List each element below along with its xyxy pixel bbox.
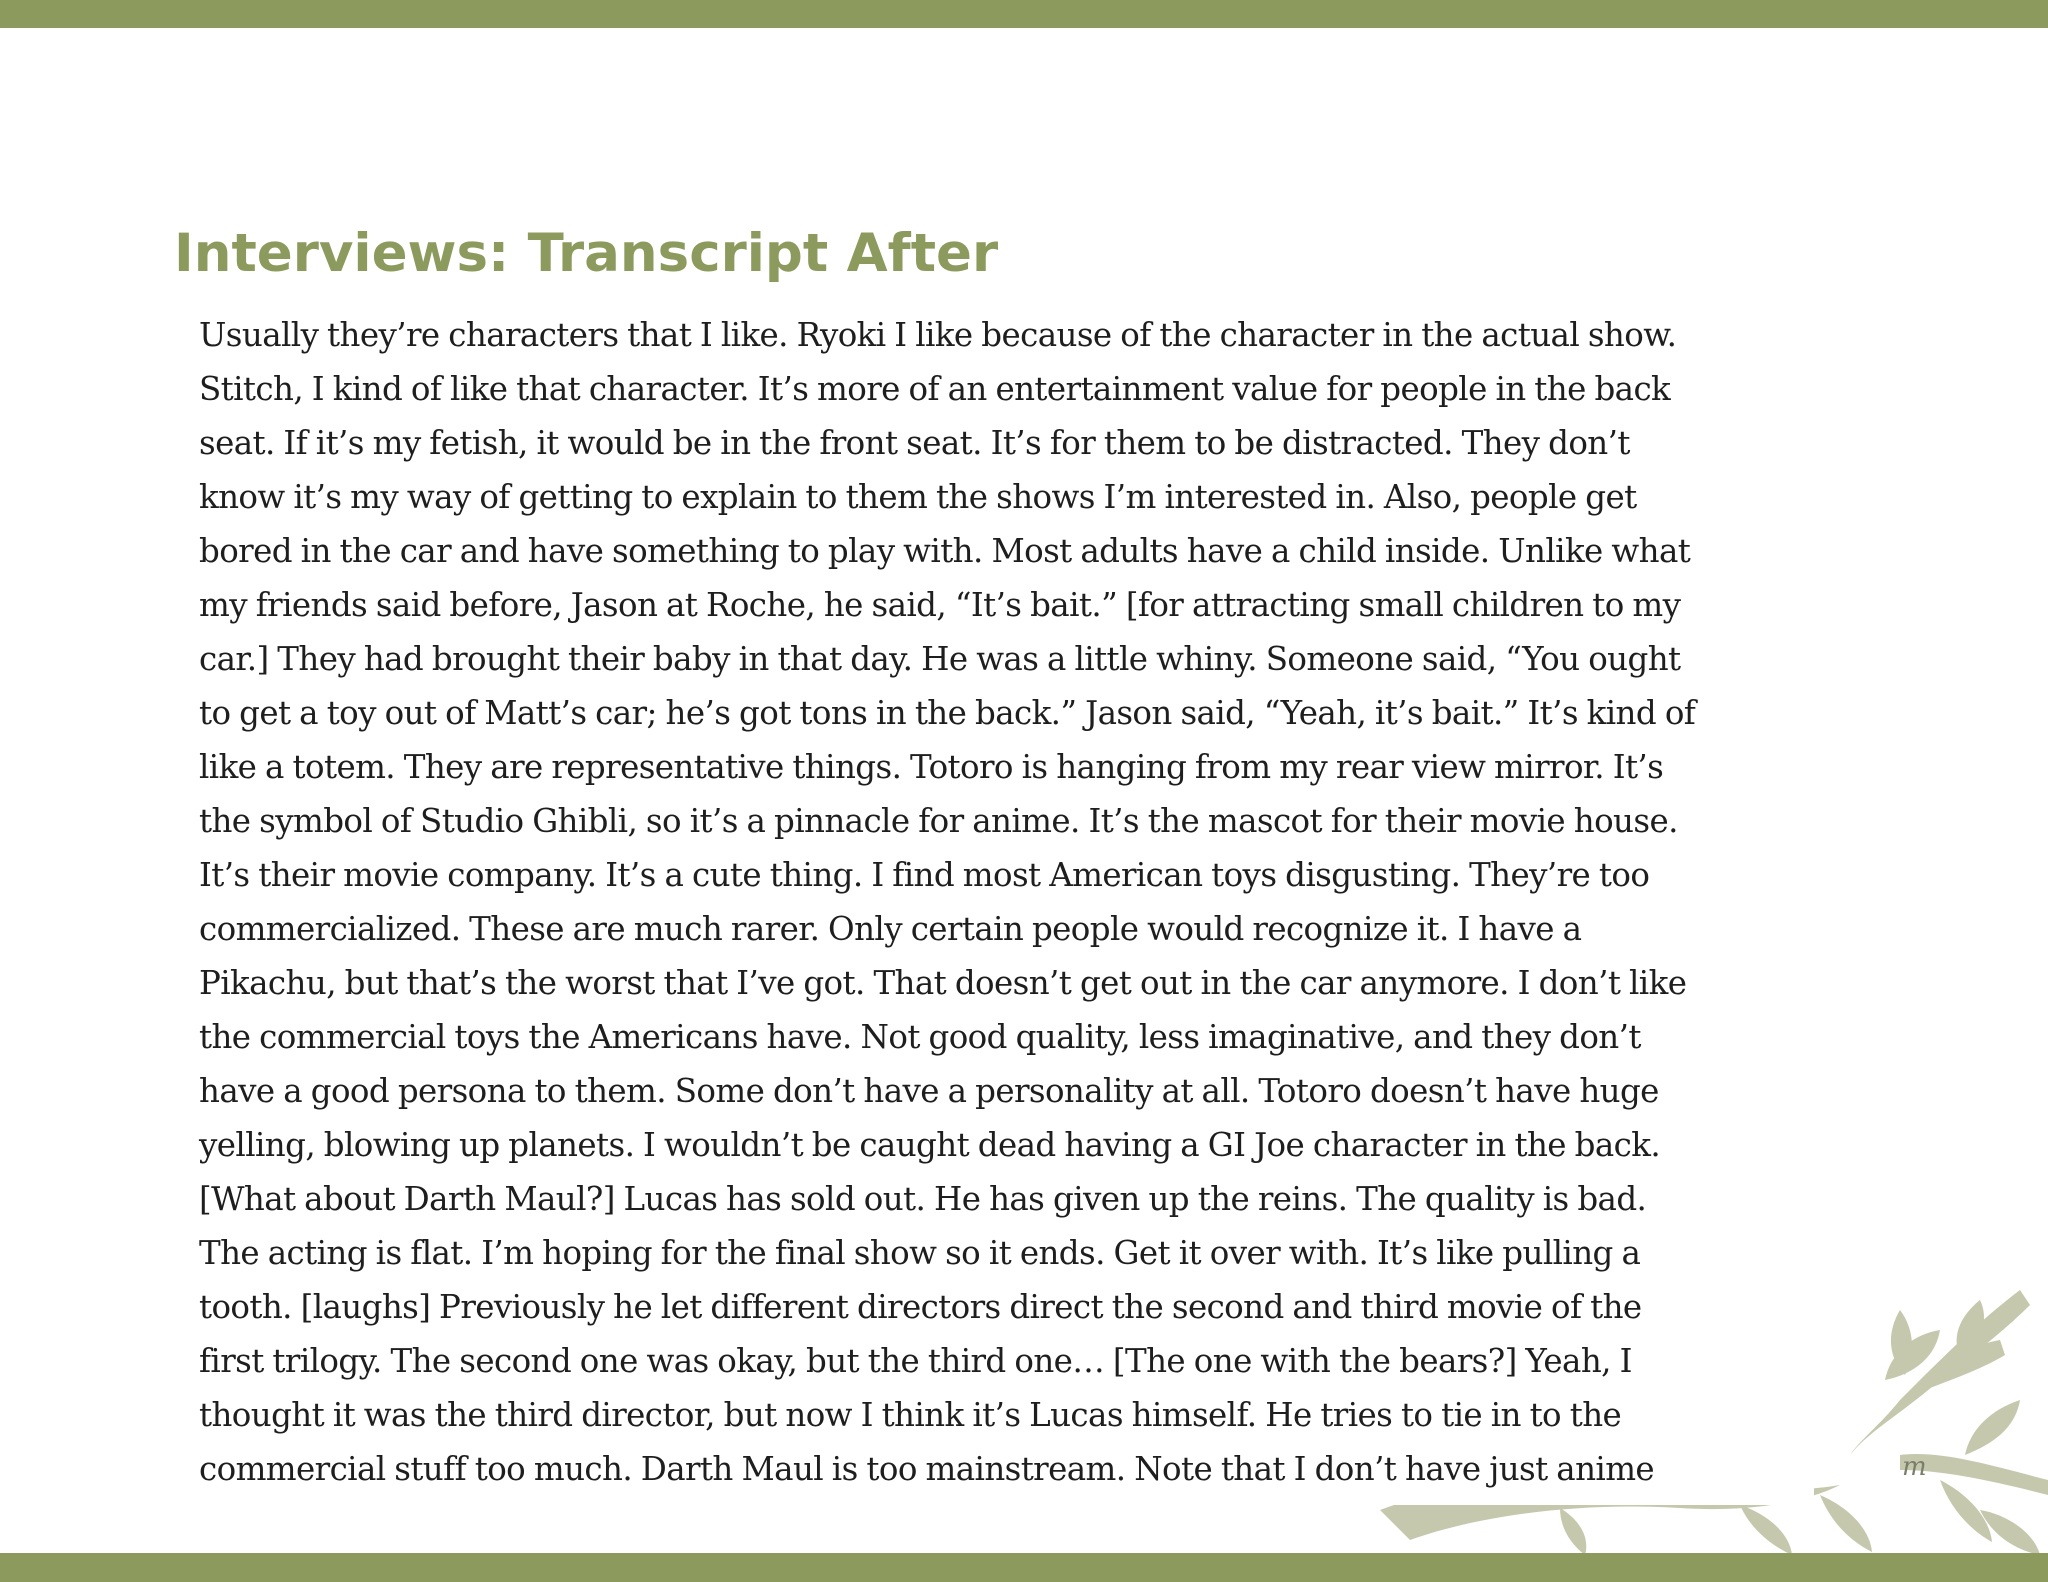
transcript-line: seat. If it’s my fetish, it would be in the front seat. It’s for them to be distracted. They don’t (199, 424, 1630, 462)
transcript-line: my friends said before, Jason at Roche, he said, “It’s bait.” [for attracting small children to my (199, 586, 1681, 624)
transcript-line: Stitch, I kind of like that character. It’s more of an entertainment value for people in the back (199, 370, 1671, 408)
transcript-line: commercial stuff too much. Darth Maul is too mainstream. Note that I don’t have just anime (199, 1450, 1655, 1488)
top-accent-bar (0, 0, 2048, 28)
transcript-line: Pikachu, but that’s the worst that I’ve got. That doesn’t get out in the car anymore. I don’t like (199, 964, 1687, 1002)
transcript-line: to get a toy out of Matt’s car; he’s got tons in the back.” Jason said, “Yeah, it’s bait.” It’s kind of (199, 694, 1696, 732)
transcript-line: yelling, blowing up planets. I wouldn’t be caught dead having a GI Joe character in the back. (199, 1126, 1661, 1164)
transcript-text-box (174, 305, 1814, 1505)
transcript-line: car.] They had brought their baby in that day. He was a little whiny. Someone said, “You ought (199, 640, 1681, 678)
transcript-line: commercialized. These are much rarer. Only certain people would recognize it. I have a (199, 910, 1582, 948)
transcript-line: know it’s my way of getting to explain to them the shows I’m interested in. Also, people get (199, 478, 1637, 516)
bottom-accent-bar (0, 1553, 2048, 1582)
transcript-line: Usually they’re characters that I like. Ryoki I like because of the character in the actual show. (199, 316, 1677, 354)
transcript-line: thought it was the third director, but now I think it’s Lucas himself. He tries to tie in to the (199, 1396, 1622, 1434)
transcript-line: the commercial toys the Americans have. Not good quality, less imaginative, and they don’t (199, 1018, 1641, 1056)
transcript-line: like a totem. They are representative things. Totoro is hanging from my rear view mirror. It’s (199, 748, 1664, 786)
transcript-line: It’s their movie company. It’s a cute thing. I find most American toys disgusting. They’re too (199, 856, 1650, 894)
transcript-line: have a good persona to them. Some don’t have a personality at all. Totoro doesn’t have huge (199, 1072, 1659, 1110)
transcript-line: The acting is flat. I’m hoping for the final show so it ends. Get it over with. It’s like pulling a (199, 1234, 1641, 1272)
transcript-line: the symbol of Studio Ghibli, so it’s a pinnacle for anime. It’s the mascot for their movie house. (199, 802, 1678, 840)
transcript-line: [What about Darth Maul?] Lucas has sold out. He has given up the reins. The quality is bad. (199, 1180, 1647, 1218)
transcript-line: bored in the car and have something to play with. Most adults have a child inside. Unlike what (199, 532, 1691, 570)
decoration-mark: m (1902, 1452, 1927, 1482)
slide-title: Interviews: Transcript After (174, 223, 999, 284)
transcript-line: first trilogy. The second one was okay, but the third one… [The one with the bears?] Yeah, I (199, 1342, 1632, 1380)
transcript-line: tooth. [laughs] Previously he let different directors direct the second and third movie of the (199, 1288, 1642, 1326)
